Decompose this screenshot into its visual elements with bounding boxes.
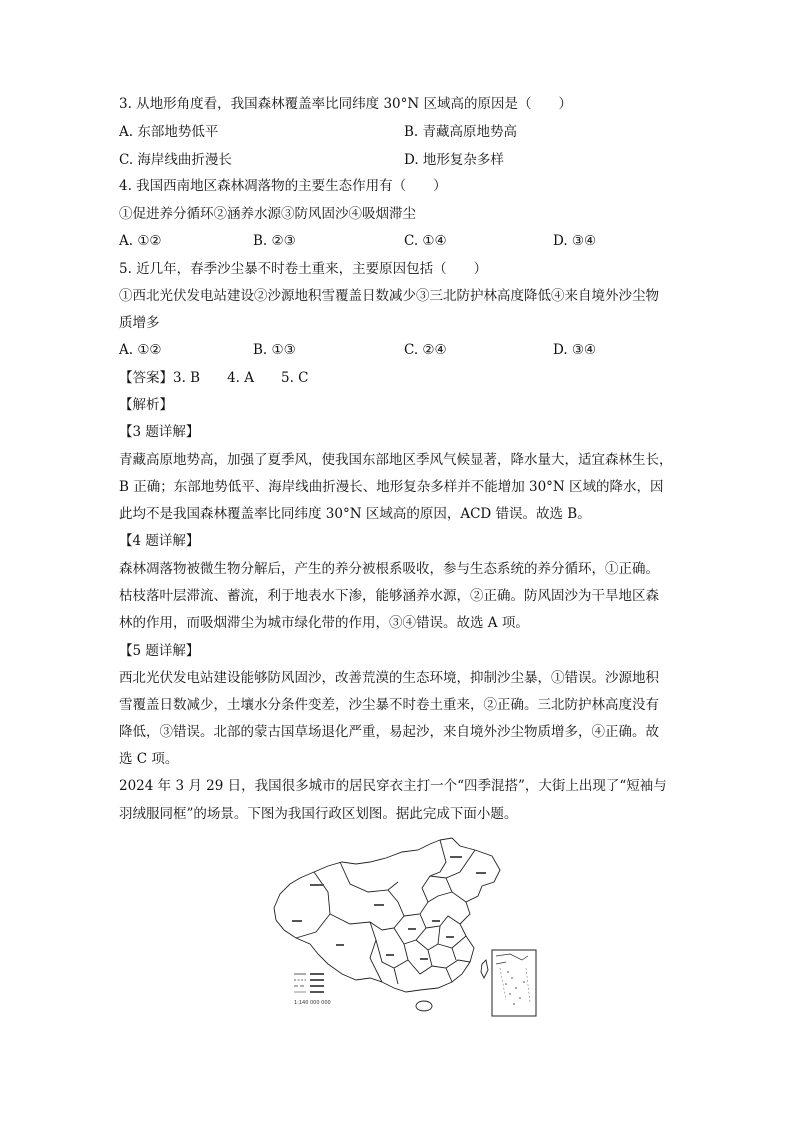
map-drawing — [270, 832, 538, 1020]
china-admin-map — [270, 832, 538, 1020]
detail-3-title: 【3 题详解】 — [119, 424, 200, 440]
q3-stem: 3. 从地形角度看，我国森林覆盖率比同纬度 30°N 区域高的原因是（ ） — [119, 96, 572, 112]
detail-5-line: 选 C 项。 — [119, 751, 179, 767]
answer-line: 【答案】3. B 4. A 5. C — [119, 370, 309, 386]
detail-5-line: 降低，③错误。北部的蒙古国草场退化严重，易起沙，来自境外沙尘物质增多，④正确。故 — [119, 724, 659, 740]
q4-option-d: D. ③④ — [553, 233, 597, 249]
q5-stem: 5. 近几年，春季沙尘暴不时卷土重来，主要原因包括（ ） — [119, 261, 488, 277]
q5-option-b: B. ①③ — [253, 342, 296, 358]
q3-option-c: C. 海岸线曲折漫长 — [119, 152, 232, 168]
q4-items: ①促进养分循环②涵养水源③防风固沙④吸烟滞尘 — [119, 206, 416, 222]
q4-option-b: B. ②③ — [253, 233, 296, 249]
q4-stem: 4. 我国西南地区森林凋落物的主要生态作用有（ ） — [119, 178, 447, 194]
q5-option-c: C. ②④ — [404, 342, 447, 358]
q3-option-d: D. 地形复杂多样 — [404, 152, 504, 168]
detail-5-line: 西北光伏发电站建设能够防风固沙，改善荒漠的生态环境，抑制沙尘暴，①错误。沙源地积 — [119, 670, 659, 686]
detail-3-line: B 正确；东部地势低平、海岸线曲折漫长、地形复杂多样并不能增加 30°N 区域的降水，因 — [119, 479, 664, 495]
q3-option-b: B. 青藏高原地势高 — [404, 124, 518, 140]
q4-option-c: C. ①④ — [404, 233, 447, 249]
detail-5-line: 雪覆盖日数减少，土壤水分条件变差，沙尘暴不时卷土重来，②正确。三北防护林高度没有 — [119, 697, 659, 713]
detail-4-title: 【4 题详解】 — [119, 533, 200, 549]
map-scale: 1:140 000 000 — [294, 1000, 331, 1006]
intro-line: 羽绒服同框”的场景。下图为我国行政区划图。据此完成下面小题。 — [119, 806, 518, 822]
q3-option-a: A. 东部地势低平 — [119, 124, 219, 140]
detail-3-line: 此均不是我国森林覆盖率比同纬度 30°N 区域高的原因，ACD 错误。故选 B。 — [119, 506, 591, 522]
analysis-title: 【解析】 — [119, 397, 173, 413]
intro-line: 2024 年 3 月 29 日，我国很多城市的居民穿衣主打一个“四季混搭”，大街上出现了“短袖与 — [119, 778, 667, 794]
detail-4-line: 枯枝落叶层滞流、蓄流，利于地表水下渗，能够涵养水源，②正确。防风固沙为干旱地区森 — [119, 588, 659, 604]
south-china-sea-inset — [492, 950, 536, 1016]
detail-5-title: 【5 题详解】 — [119, 643, 200, 659]
detail-4-line: 森林凋落物被微生物分解后，产生的养分被根系吸收，参与生态系统的养分循环，①正确。 — [119, 561, 659, 577]
q4-option-a: A. ①② — [119, 233, 162, 249]
q5-items-line2: 质增多 — [119, 315, 160, 331]
q5-items-line1: ①西北光伏发电站建设②沙源地积雪覆盖日数减少③三北防护林高度降低④来自境外沙尘物 — [119, 288, 659, 304]
map-legend — [294, 973, 324, 993]
q5-option-d: D. ③④ — [553, 342, 597, 358]
detail-4-line: 林的作用，而吸烟滞尘为城市绿化带的作用，③④错误。故选 A 项。 — [119, 615, 529, 631]
q5-option-a: A. ①② — [119, 342, 162, 358]
detail-3-line: 青藏高原地势高，加强了夏季风，使我国东部地区季风气候显著，降水量大，适宜森林生长， — [119, 452, 673, 468]
